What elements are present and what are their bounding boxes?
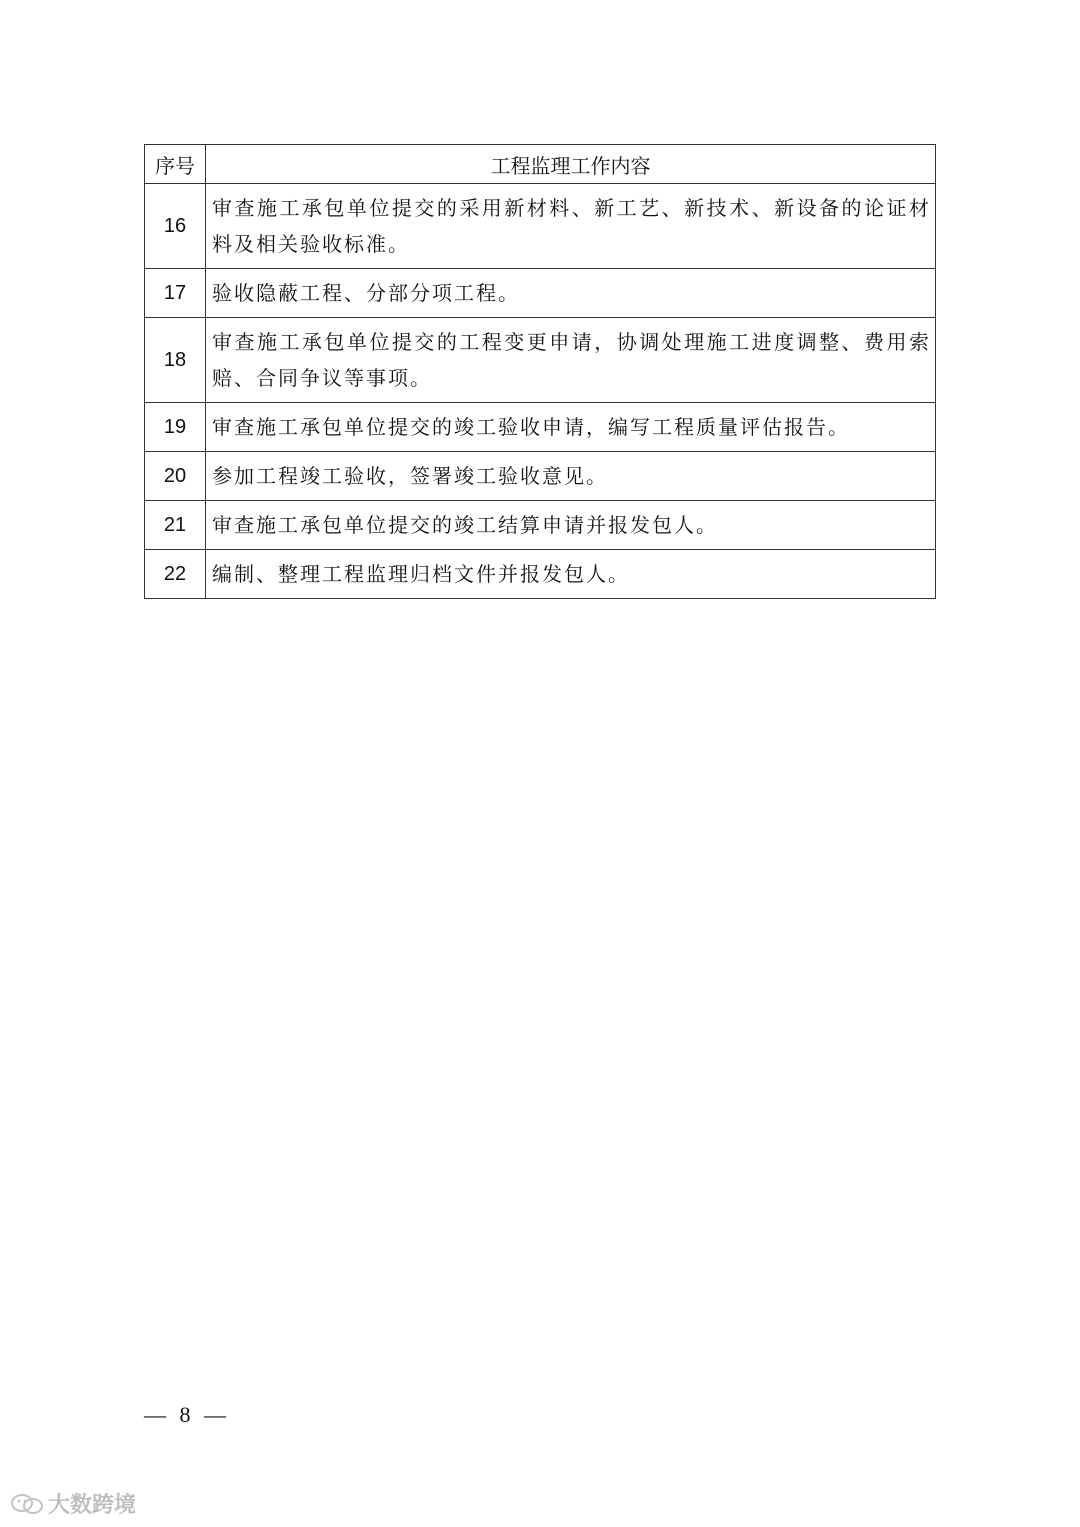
- row-serial-number: 22: [145, 550, 206, 599]
- header-work-content: 工程监理工作内容: [206, 145, 936, 184]
- row-work-content: 审查施工承包单位提交的工程变更申请，协调处理施工进度调整、费用索赔、合同争议等事项。: [206, 318, 936, 403]
- row-work-content: 编制、整理工程监理归档文件并报发包人。: [206, 550, 936, 599]
- table-row: [145, 269, 936, 318]
- table-row: [145, 403, 936, 452]
- header-serial-number: 序号: [145, 145, 206, 184]
- wechat-official-account-logo-icon: [10, 1492, 44, 1516]
- table-row: [145, 184, 936, 269]
- watermark-text: 大数跨境: [48, 1493, 137, 1518]
- row-work-content: 审查施工承包单位提交的采用新材料、新工艺、新技术、新设备的论证材料及相关验收标准。: [206, 184, 936, 269]
- watermark: [10, 1488, 136, 1519]
- page-number: — 8 —: [144, 1402, 230, 1427]
- table-row: [145, 452, 936, 501]
- table-header-row: [145, 145, 936, 184]
- row-serial-number: 17: [145, 269, 206, 318]
- row-serial-number: 18: [145, 318, 206, 403]
- row-serial-number: 16: [145, 184, 206, 269]
- row-work-content: 验收隐蔽工程、分部分项工程。: [206, 269, 936, 318]
- row-serial-number: 20: [145, 452, 206, 501]
- row-work-content: 参加工程竣工验收，签署竣工验收意见。: [206, 452, 936, 501]
- table-row: [145, 318, 936, 403]
- row-work-content: 审查施工承包单位提交的竣工结算申请并报发包人。: [206, 501, 936, 550]
- row-work-content: 审查施工承包单位提交的竣工验收申请，编写工程质量评估报告。: [206, 403, 936, 452]
- table-row: [145, 550, 936, 599]
- row-serial-number: 21: [145, 501, 206, 550]
- row-serial-number: 19: [145, 403, 206, 452]
- table-row: [145, 501, 936, 550]
- work-content-table: [144, 144, 936, 599]
